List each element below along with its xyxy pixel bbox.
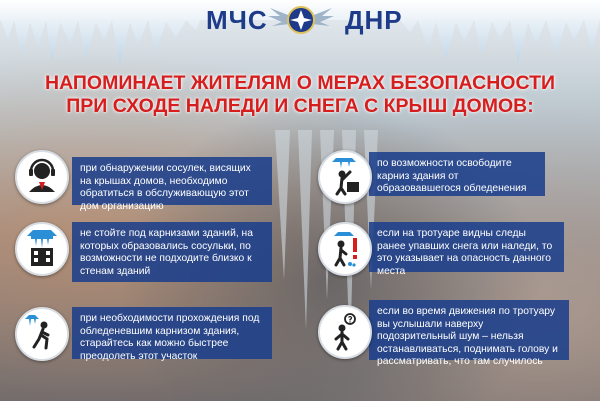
item-text-box [72, 157, 272, 212]
listening-person-icon [320, 307, 370, 357]
walking-person-icon [17, 309, 67, 359]
mchs-emblem-icon [266, 2, 336, 38]
item-icon-circle [318, 305, 372, 359]
brand-mchs: МЧС [206, 5, 268, 35]
header [0, 0, 600, 40]
item-text: если во время движения по тротуару вы услышали наверху подозрительный шум – нельзя останавливаться, поднимать голову и рассматривать, что там случилось [377, 306, 558, 367]
poster-title [0, 72, 600, 118]
brand-dnr: ДНР [345, 5, 403, 35]
title-line-2: ПРИ СХОДЕ НАЛЕДИ И СНЕГА С КРЫШ ДОМОВ: [66, 95, 534, 117]
item-icon-circle [15, 307, 69, 361]
item-text-box [72, 222, 272, 282]
item-text-box [369, 222, 564, 277]
item-icon-circle [318, 222, 372, 276]
item-icon-circle [15, 222, 69, 276]
item-text-box [72, 307, 272, 362]
clear-roof-icon [320, 152, 370, 202]
building-icicles-icon [17, 224, 67, 274]
warning-snow-icon [320, 224, 370, 274]
item-text: по возможности освободите карниз здания от образовавшегося обледенения [377, 158, 527, 194]
item-icon-circle [15, 150, 69, 204]
item-text-box [369, 300, 569, 367]
title-line-1: НАПОМИНАЕТ ЖИТЕЛЯМ О МЕРАХ БЕЗОПАСНОСТИ [44, 72, 556, 94]
item-icon-circle [318, 150, 372, 204]
item-text: не стойте под карнизами зданий, на которых образовались сосульки, по возможности не подходите близко к стенам зданий [80, 228, 253, 277]
item-text: при необходимости прохождения под обледеневшим карнизом здания, старайтесь как можно быстрее преодолеть этот участок [80, 313, 260, 362]
item-text: если на тротуаре видны следы ранее упавших снега или наледи, то это указывает на опасность данного места [377, 228, 553, 277]
item-text: при обнаружении сосулек, висящих на крышах домов, необходимо обратиться в обслуживающую этот дом организацию [80, 163, 251, 212]
operator-headset-icon [17, 152, 67, 202]
item-text-box [369, 152, 545, 196]
